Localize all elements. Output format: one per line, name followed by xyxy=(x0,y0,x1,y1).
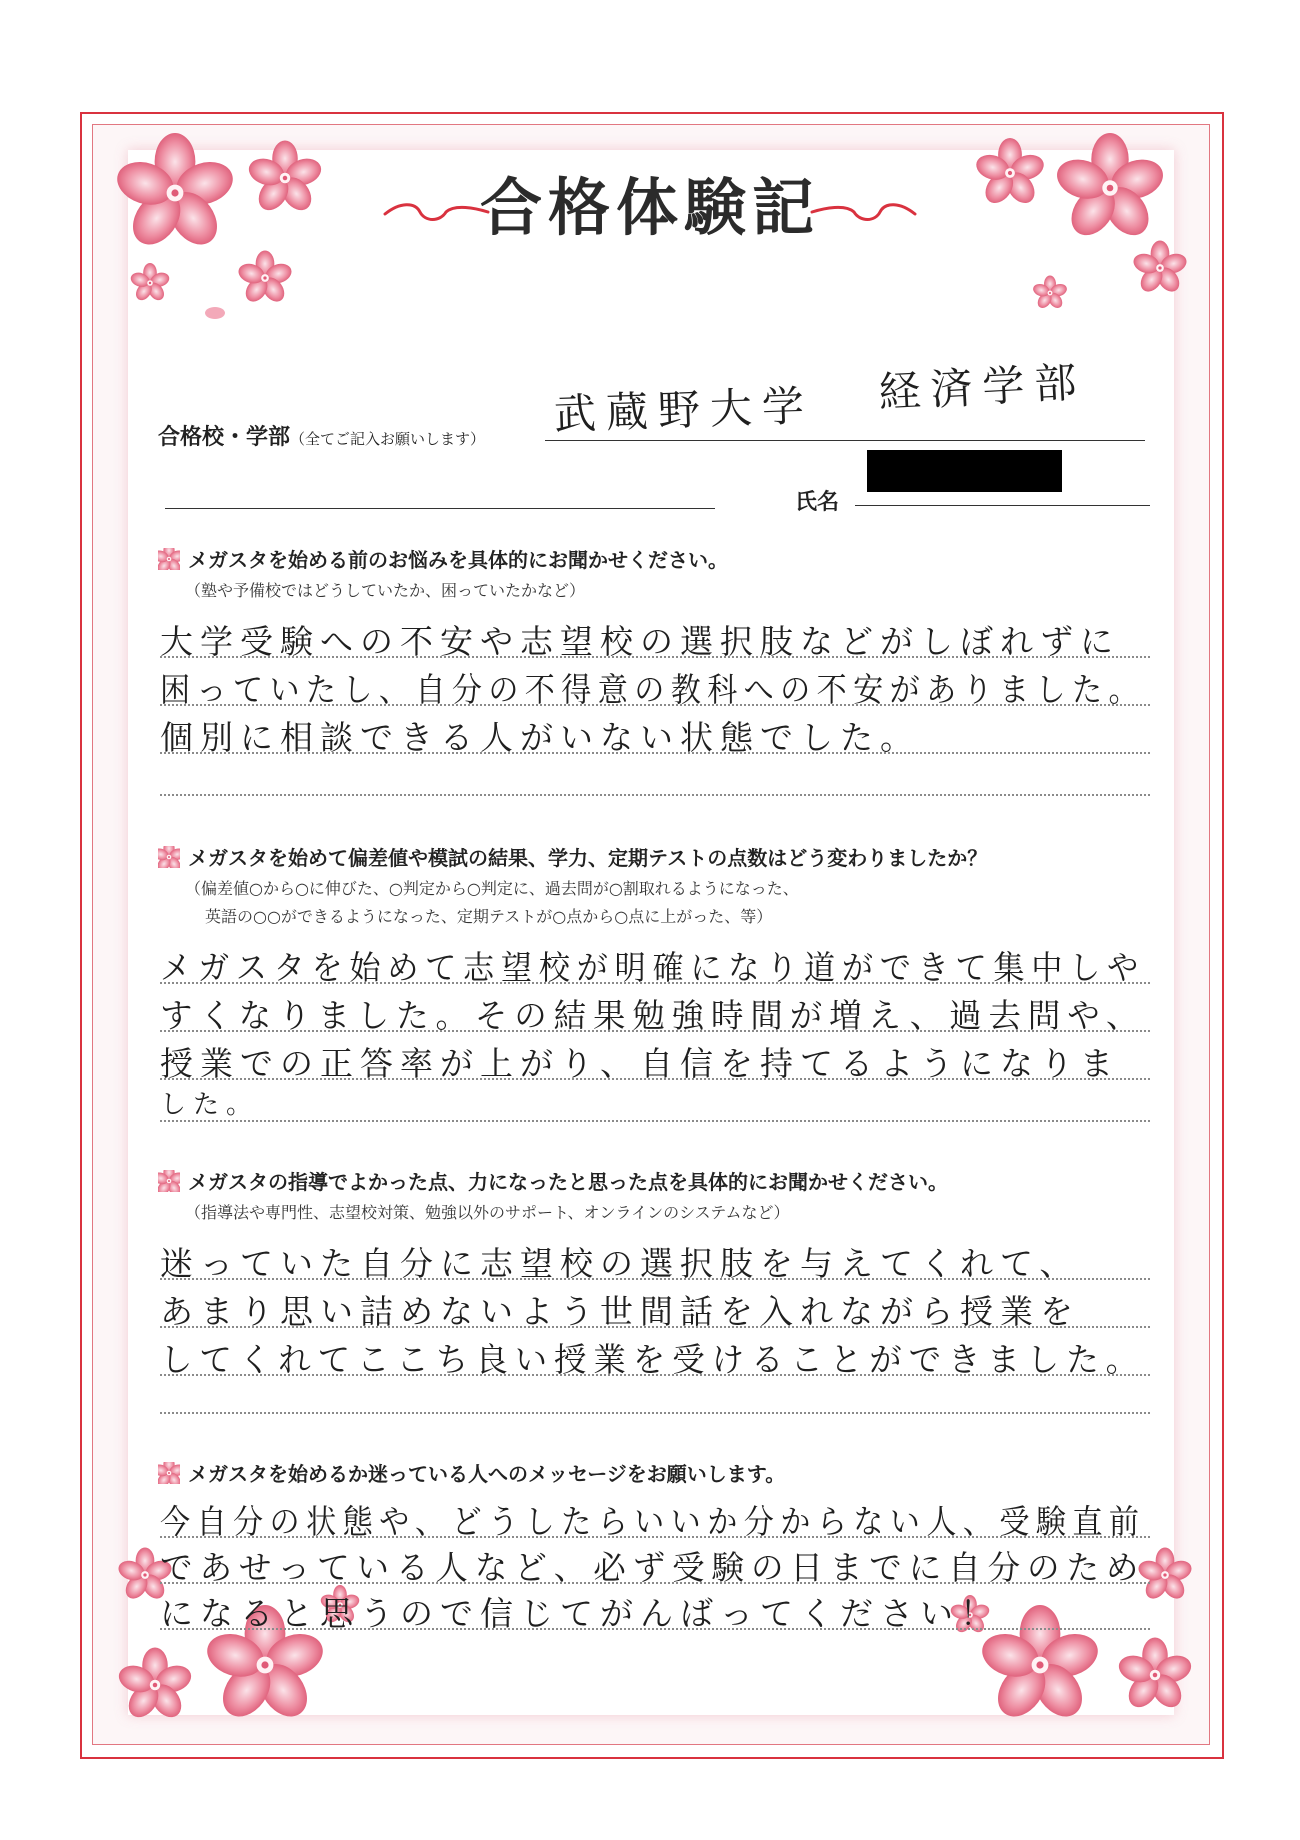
question-3-note: （指導法や専門性、志望校対策、勉強以外のサポート、オンラインのシステムなど） xyxy=(185,1203,790,1222)
answer-1-rule xyxy=(160,704,1150,706)
answer-1-line-1: 大学受験への不安や志望校の選択肢などがしぼれずに xyxy=(160,622,1120,661)
question-3-heading: メガスタの指導でよかった点、力になったと思った点を具体的にお聞かせください。 xyxy=(158,1166,948,1195)
answer-4-rule xyxy=(160,1628,1150,1630)
answer-2-line-2: すくなりました。その結果勉強時間が増え、過去問や、 xyxy=(160,996,1146,1035)
answer-1-rule xyxy=(160,794,1150,796)
name-underline xyxy=(855,505,1150,506)
school-label: 合格校・学部（全てご記入お願いします） xyxy=(158,425,486,450)
name-redaction xyxy=(867,450,1062,492)
school-underline xyxy=(545,440,1145,441)
page-title: 合格体験記 xyxy=(479,171,820,244)
answer-2-line-4: した。 xyxy=(160,1090,260,1120)
answer-3-line-2: あまり思い詰めないよう世間話を入れながら授業を xyxy=(160,1292,1080,1331)
answer-2-rule xyxy=(160,982,1150,984)
sakura-bullet-icon xyxy=(158,846,180,868)
question-2-heading: メガスタを始めて偏差値や模試の結果、学力、定期テストの点数はどう変わりましたか？ xyxy=(158,842,987,871)
answer-4-line-1: 今自分の状態や、どうしたらいいか分からない人、受験直前 xyxy=(160,1502,1146,1541)
answer-1-rule xyxy=(160,752,1150,754)
university-answer: 武蔵野大学 xyxy=(553,380,815,440)
answer-2-line-1: メガスタを始めて志望校が明確になり道ができて集中しや xyxy=(160,948,1145,987)
answer-3-line-1: 迷っていた自分に志望校の選択肢を与えてくれて、 xyxy=(160,1244,1080,1283)
faculty-answer: 経済学部 xyxy=(877,357,1088,418)
answer-3-rule xyxy=(160,1326,1150,1328)
answer-2-rule xyxy=(160,1078,1150,1080)
answer-3-rule xyxy=(160,1278,1150,1280)
sakura-bullet-icon xyxy=(158,1462,180,1484)
answer-4-rule xyxy=(160,1536,1150,1538)
answer-1-line-3: 個別に相談できる人がいない状態でした。 xyxy=(160,718,920,757)
question-2-note: （偏差値○から○に伸びた、○判定から○判定に、過去問が○割取れるようになった、 xyxy=(185,879,799,898)
sakura-bullet-icon xyxy=(158,1170,180,1192)
answer-4-line-2: であせっている人など、必ず受験の日までに自分のため xyxy=(160,1548,1146,1587)
sakura-bullet-icon xyxy=(158,548,180,570)
question-2-note: 英語の○○ができるようになった、定期テストが○点から○点に上がった、等） xyxy=(205,907,773,926)
answer-2-rule xyxy=(160,1030,1150,1032)
school-note: （全てご記入お願いします） xyxy=(290,430,486,448)
answer-4-line-3: になると思うので信じてがんばってください！ xyxy=(160,1594,1000,1633)
title-area xyxy=(0,158,1300,247)
answer-1-rule xyxy=(160,656,1150,658)
left-flourish-icon xyxy=(380,200,490,224)
answer-4-rule xyxy=(160,1582,1150,1584)
question-4-heading: メガスタを始めるか迷っている人へのメッセージをお願いします。 xyxy=(158,1458,785,1487)
answer-1-line-2: 困っていたし、自分の不得意の教科への不安がありました。 xyxy=(160,670,1145,709)
question-1-heading: メガスタを始める前のお悩みを具体的にお聞かせください。 xyxy=(158,544,728,573)
right-flourish-icon xyxy=(810,200,920,224)
answer-2-line-3: 授業での正答率が上がり、自信を持てるようになりま xyxy=(160,1044,1120,1083)
school-underline-2 xyxy=(165,508,715,509)
answer-3-rule xyxy=(160,1412,1150,1414)
answer-3-rule xyxy=(160,1374,1150,1376)
answer-2-rule xyxy=(160,1120,1150,1122)
name-label: 氏名 xyxy=(795,490,840,515)
answer-3-line-3: してくれてここち良い授業を受けることができました。 xyxy=(160,1340,1145,1379)
question-1-note: （塾や予備校ではどうしていたか、困っていたかなど） xyxy=(185,581,586,600)
